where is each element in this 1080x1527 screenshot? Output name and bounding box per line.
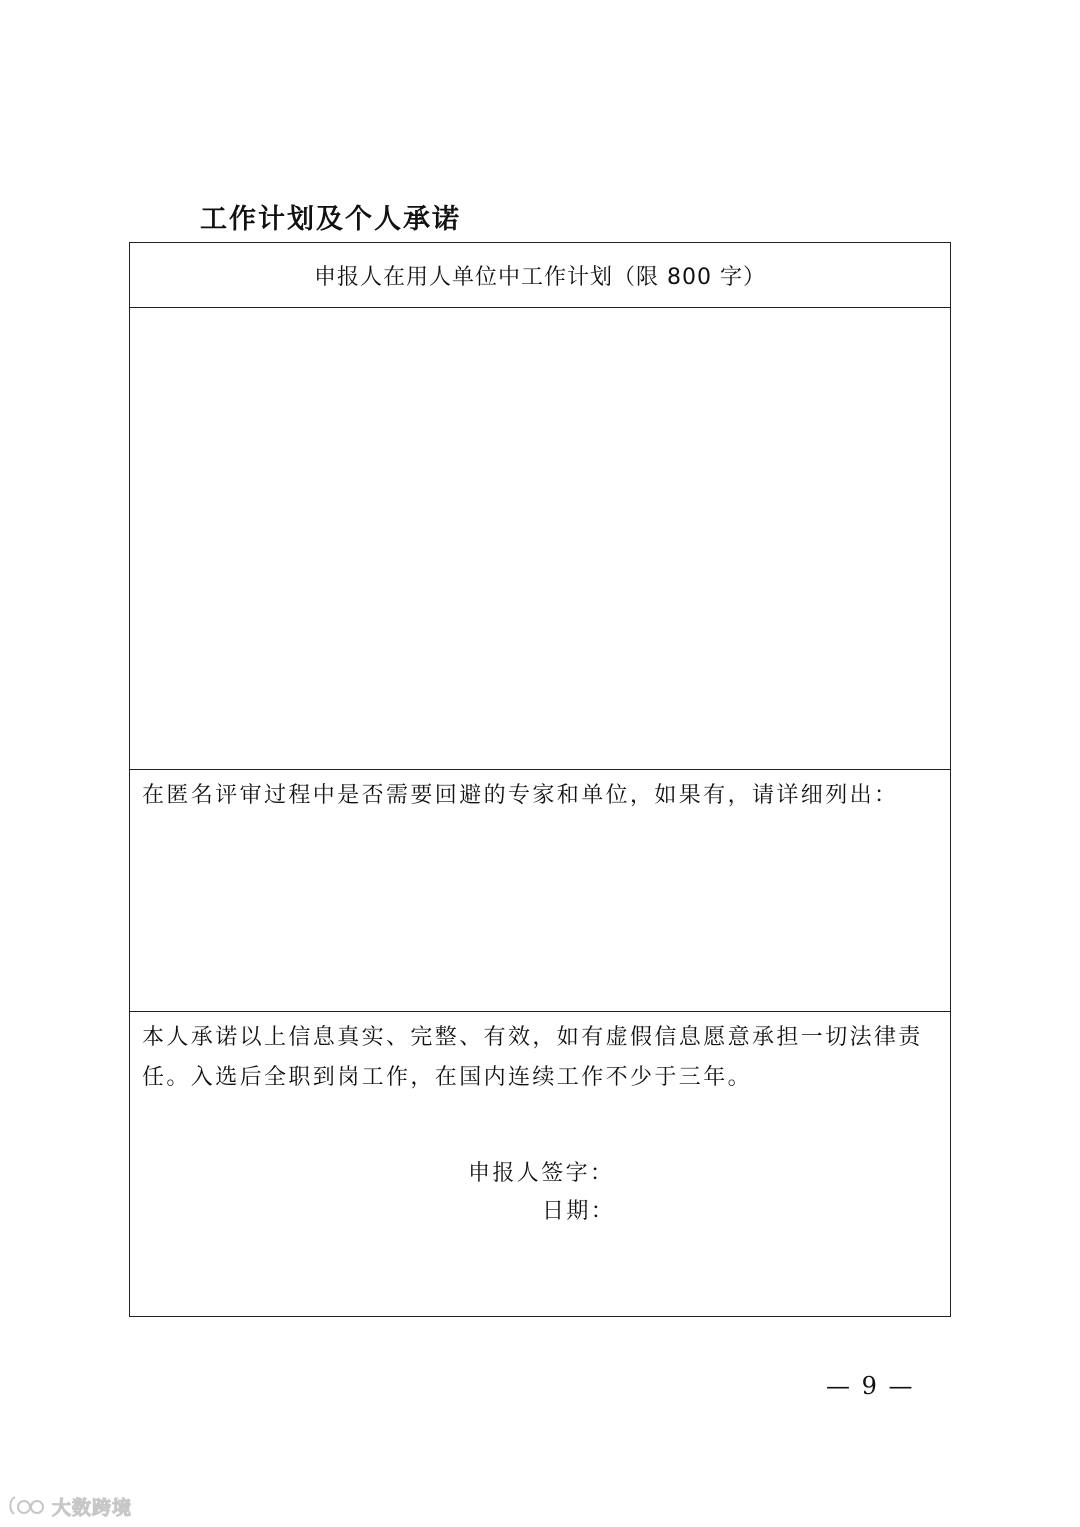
avoidance-prompt: 在匿名评审过程中是否需要回避的专家和单位，如果有，请详细列出： (142, 783, 899, 808)
table-header-row (130, 243, 950, 308)
work-plan-field[interactable] (130, 308, 950, 770)
date-field[interactable] (542, 1195, 615, 1229)
commitment-text: 本人承诺以上信息真实、完整、有效，如有虚假信息愿意承担一切法律责任。入选后全职到岗工作，在国内连续工作不少于三年。 (142, 1025, 923, 1090)
applicant-signature-label: 申报人签字： (468, 1161, 615, 1186)
watermark (8, 1492, 132, 1520)
watermark-logo-icon (8, 1494, 48, 1518)
avoidance-field[interactable] (130, 770, 950, 1012)
applicant-signature-field[interactable] (468, 1157, 614, 1191)
page-number: — 9 — (826, 1372, 915, 1400)
application-form-table (129, 242, 951, 1317)
section-title: 工作计划及个人承诺 (200, 204, 461, 235)
commitment-section (130, 1012, 950, 1316)
watermark-text: 大数跨境 (52, 1496, 133, 1519)
date-label: 日期： (542, 1199, 616, 1224)
work-plan-header: 申报人在用人单位中工作计划（限 800 字） (314, 264, 766, 290)
